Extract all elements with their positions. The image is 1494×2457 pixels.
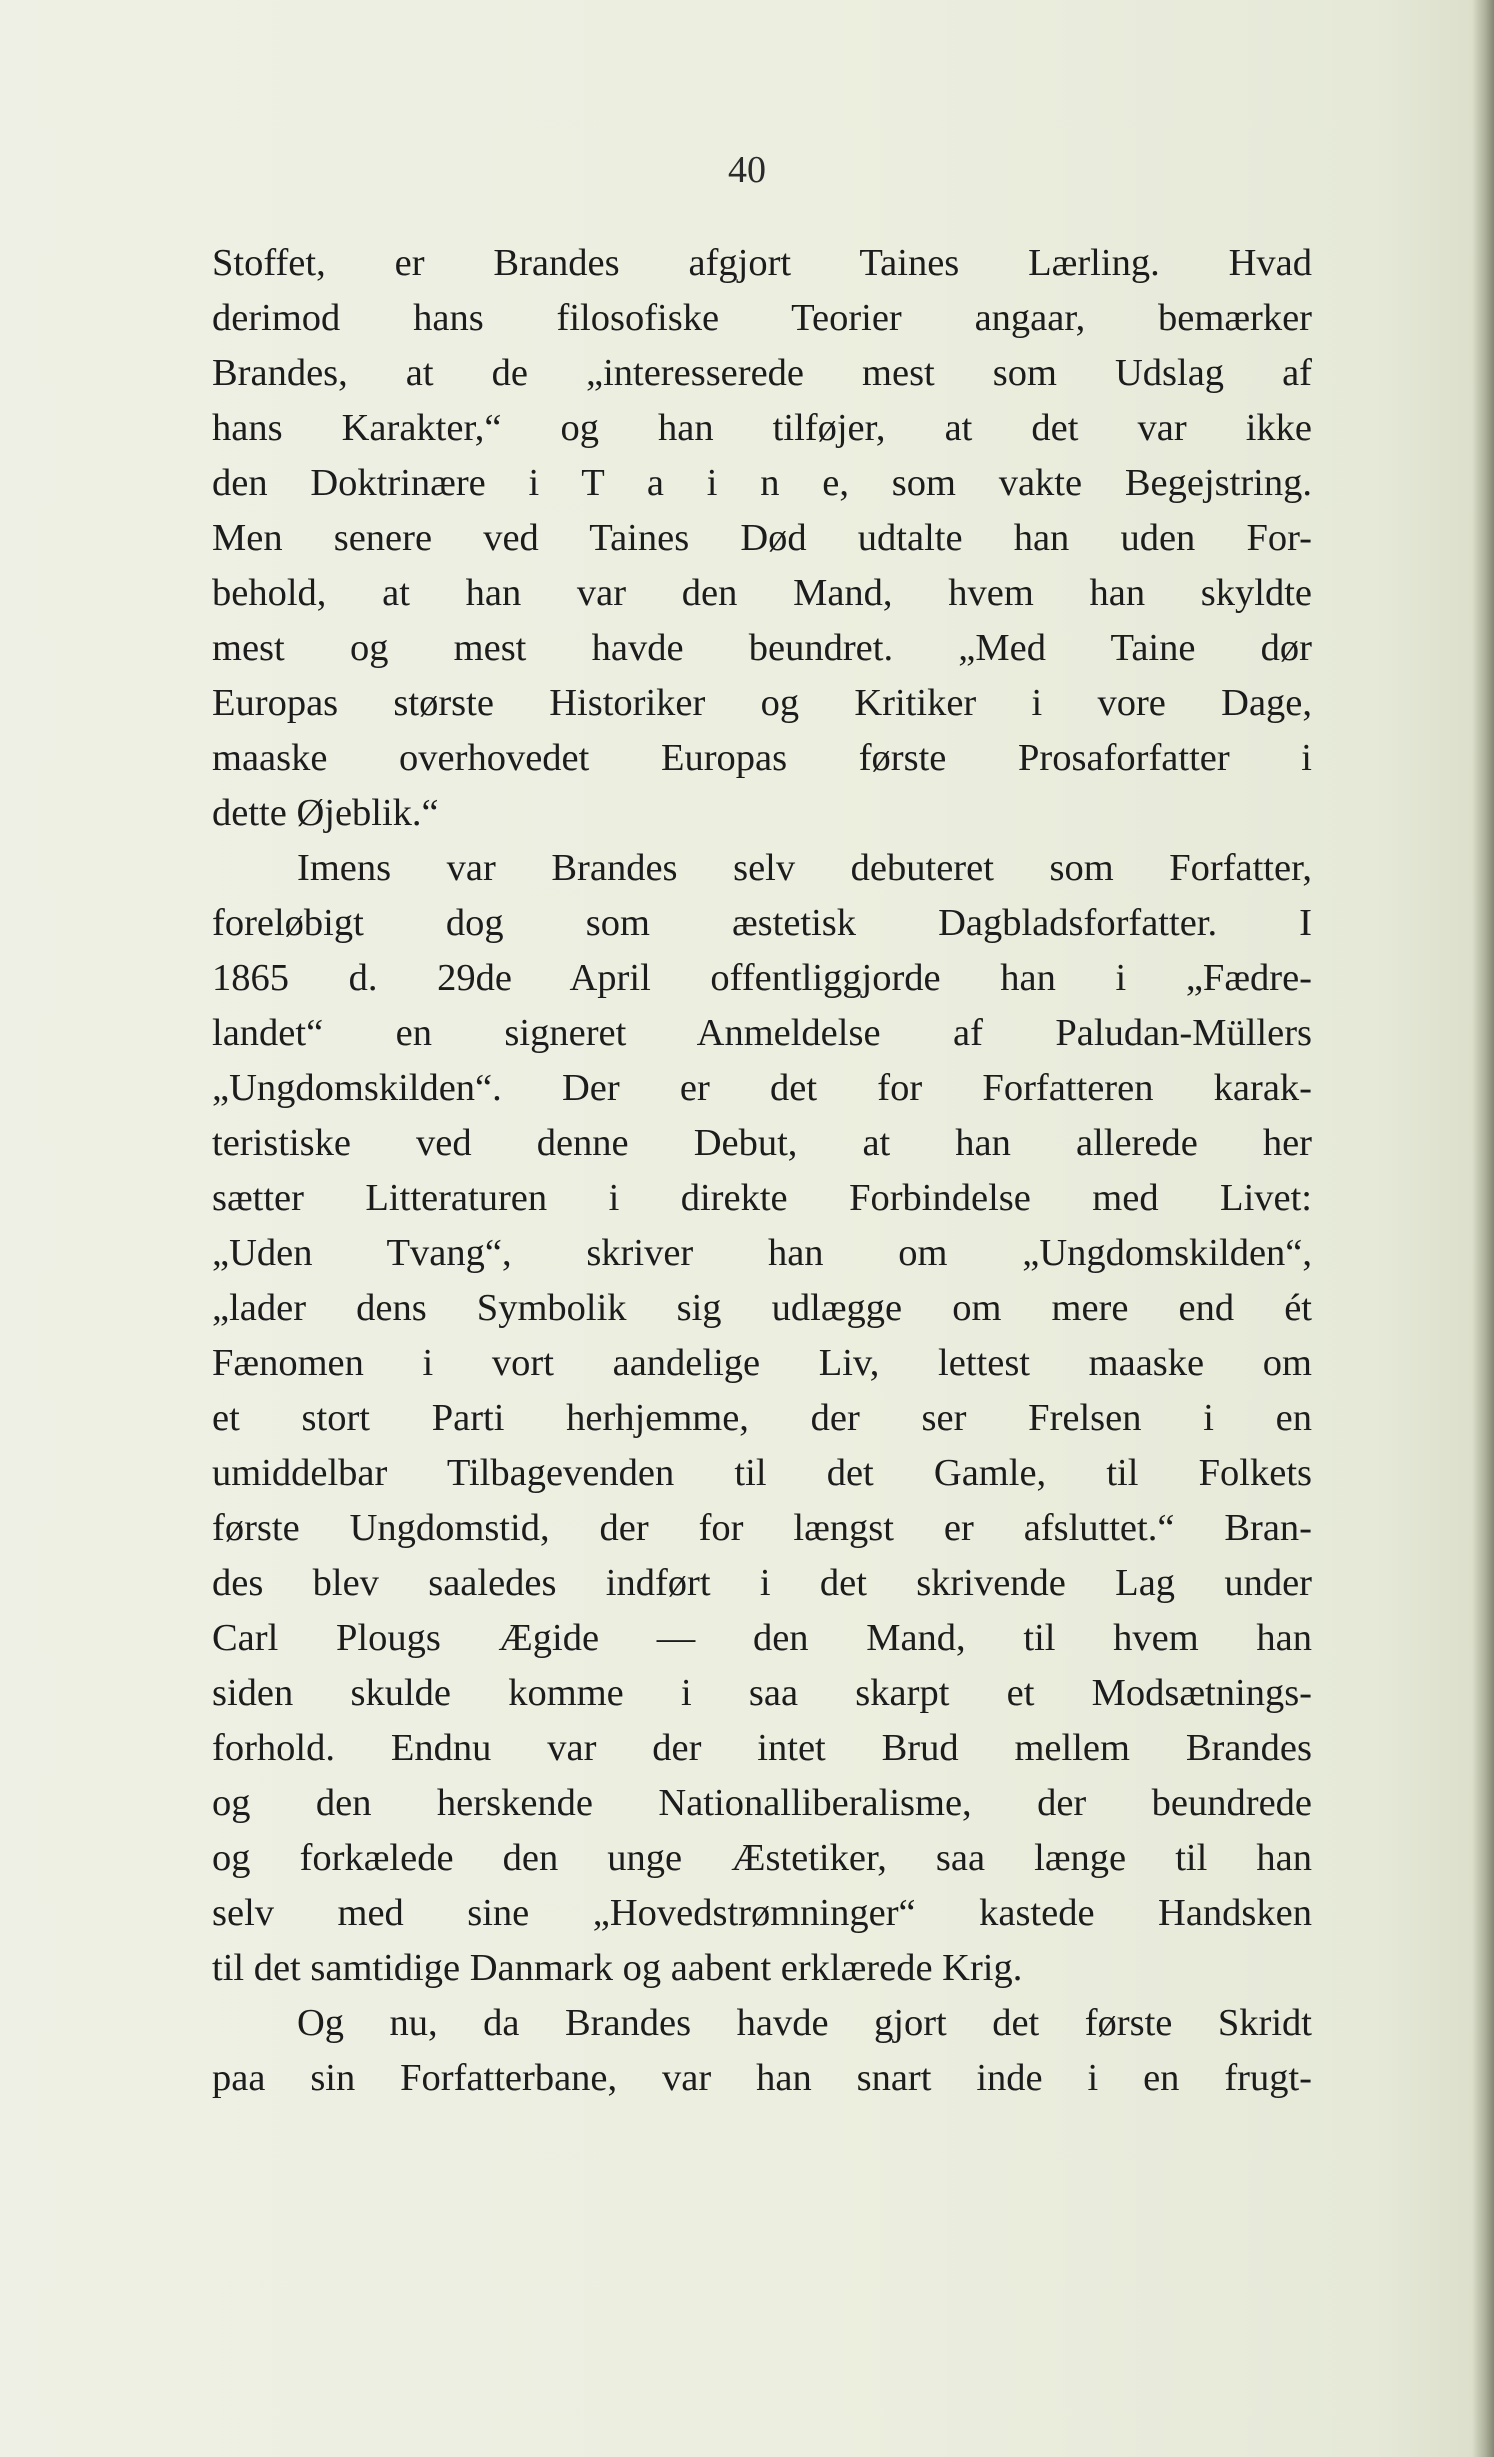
text-line: sætter Litteraturen i direkte Forbindelse med Livet: bbox=[212, 1177, 1312, 1219]
text-line: forhold. Endnu var der intet Brud mellem Brandes bbox=[212, 1727, 1312, 1769]
page-edge-shadow bbox=[1472, 0, 1494, 2457]
text-line: Europas største Historiker og Kritiker i vore Dage, bbox=[212, 682, 1312, 724]
text-line: til det samtidige Danmark og aabent erklærede Krig. bbox=[212, 1947, 1023, 1989]
text-line: den Doktrinære i T a i n e, som vakte Begejstring. bbox=[212, 462, 1312, 504]
text-line: paa sin Forfatterbane, var han snart inde i en frugt- bbox=[212, 2057, 1312, 2099]
text-line: Imens var Brandes selv debuteret som Forfatter, bbox=[297, 847, 1312, 889]
text-line: landet“ en signeret Anmeldelse af Paludan-Müllers bbox=[212, 1012, 1312, 1054]
text-line: Men senere ved Taines Død udtalte han uden For- bbox=[212, 517, 1312, 559]
text-line: des blev saaledes indført i det skrivende Lag under bbox=[212, 1562, 1312, 1604]
text-line: umiddelbar Tilbagevenden til det Gamle, til Folkets bbox=[212, 1452, 1312, 1494]
text-line: 1865 d. 29de April offentliggjorde han i „Fædre- bbox=[212, 957, 1312, 999]
text-line: Carl Plougs Ægide — den Mand, til hvem han bbox=[212, 1617, 1312, 1659]
text-line: Fænomen i vort aandelige Liv, lettest maaske om bbox=[212, 1342, 1312, 1384]
text-line: mest og mest havde beundret. „Med Taine dør bbox=[212, 627, 1312, 669]
text-line: selv med sine „Hovedstrømninger“ kastede Handsken bbox=[212, 1892, 1312, 1934]
text-line: siden skulde komme i saa skarpt et Modsætnings- bbox=[212, 1672, 1312, 1714]
text-line: „lader dens Symbolik sig udlægge om mere end ét bbox=[212, 1287, 1312, 1329]
text-line: behold, at han var den Mand, hvem han skyldte bbox=[212, 572, 1312, 614]
text-line: dette Øjeblik.“ bbox=[212, 792, 439, 834]
text-line: foreløbigt dog som æstetisk Dagbladsforfatter. I bbox=[212, 902, 1312, 944]
text-line: „Ungdomskilden“. Der er det for Forfatteren karak- bbox=[212, 1067, 1312, 1109]
text-line: hans Karakter,“ og han tilføjer, at det var ikke bbox=[212, 407, 1312, 449]
text-line: og den herskende Nationalliberalisme, der beundrede bbox=[212, 1782, 1312, 1824]
text-line: teristiske ved denne Debut, at han allerede her bbox=[212, 1122, 1312, 1164]
text-line: maaske overhovedet Europas første Prosaforfatter i bbox=[212, 737, 1312, 779]
body-text bbox=[212, 236, 1312, 2106]
text-line: Brandes, at de „interesserede mest som Udslag af bbox=[212, 352, 1312, 394]
text-line: „Uden Tvang“, skriver han om „Ungdomskilden“, bbox=[212, 1232, 1312, 1274]
page-number: 40 bbox=[728, 149, 766, 191]
text-line: et stort Parti herhjemme, der ser Frelsen i en bbox=[212, 1397, 1312, 1439]
text-line: derimod hans filosofiske Teorier angaar, bemærker bbox=[212, 297, 1312, 339]
text-line: Stoffet, er Brandes afgjort Taines Lærling. Hvad bbox=[212, 242, 1312, 284]
text-line: første Ungdomstid, der for længst er afsluttet.“ Bran- bbox=[212, 1507, 1312, 1549]
text-line: og forkælede den unge Æstetiker, saa længe til han bbox=[212, 1837, 1312, 1879]
text-line: Og nu, da Brandes havde gjort det første Skridt bbox=[297, 2002, 1312, 2044]
